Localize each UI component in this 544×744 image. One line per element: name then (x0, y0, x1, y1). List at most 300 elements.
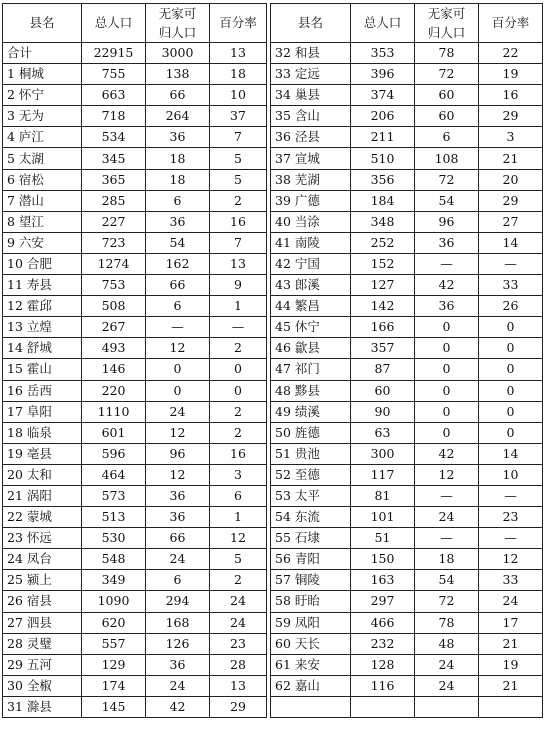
county-cell: 4 庐江 (3, 127, 82, 148)
homeless-cell: 18 (415, 549, 479, 570)
county-cell: 45 休宁 (271, 317, 351, 338)
table-row (3, 253, 543, 274)
total-cell: 396 (351, 64, 415, 85)
homeless-cell: 6 (146, 570, 210, 591)
table-row (3, 443, 543, 464)
county-cell: 7 潜山 (3, 190, 82, 211)
homeless-cell: 36 (146, 211, 210, 232)
percent-cell: 21 (479, 675, 543, 696)
percent-cell (479, 696, 543, 717)
county-cell: 57 铜陵 (271, 570, 351, 591)
total-cell: 90 (351, 401, 415, 422)
percent-cell: 0 (479, 338, 543, 359)
percent-cell: 19 (479, 64, 543, 85)
total-cell: 127 (351, 275, 415, 296)
county-cell: 12 霍邱 (3, 296, 82, 317)
homeless-cell: 42 (146, 696, 210, 717)
total-cell: 206 (351, 106, 415, 127)
total-cell: 184 (351, 190, 415, 211)
total-cell: 663 (82, 85, 146, 106)
total-cell: 718 (82, 106, 146, 127)
table-row (3, 275, 543, 296)
total-cell: 174 (82, 675, 146, 696)
county-cell: 53 太平 (271, 485, 351, 506)
percent-cell: 7 (210, 127, 267, 148)
county-cell (271, 696, 351, 717)
header-homeless-line2: 归人口 (158, 25, 197, 40)
total-cell: 252 (351, 232, 415, 253)
table-row (3, 485, 543, 506)
county-cell: 32 和县 (271, 43, 351, 64)
population-table (2, 3, 543, 718)
table-row (3, 232, 543, 253)
homeless-cell: 60 (415, 106, 479, 127)
homeless-cell: 36 (146, 507, 210, 528)
county-cell: 30 全椒 (3, 675, 82, 696)
table-row (3, 106, 543, 127)
total-cell: 232 (351, 633, 415, 654)
county-cell: 52 至德 (271, 464, 351, 485)
homeless-cell: 126 (146, 633, 210, 654)
homeless-cell: 0 (415, 317, 479, 338)
percent-cell: 2 (210, 401, 267, 422)
total-cell: 753 (82, 275, 146, 296)
homeless-cell: 0 (146, 359, 210, 380)
total-cell: 211 (351, 127, 415, 148)
county-cell: 38 芜湖 (271, 169, 351, 190)
percent-cell: 3 (479, 127, 543, 148)
percent-cell: 29 (479, 190, 543, 211)
header-homeless-line1: 无家可 (427, 6, 466, 21)
total-cell: 345 (82, 148, 146, 169)
homeless-cell: 24 (415, 507, 479, 528)
total-cell: 116 (351, 675, 415, 696)
table-row (3, 85, 543, 106)
homeless-cell: 42 (415, 275, 479, 296)
percent-cell: 0 (479, 359, 543, 380)
percent-cell: 14 (479, 232, 543, 253)
homeless-cell: 168 (146, 612, 210, 633)
county-cell: 2 怀宁 (3, 85, 82, 106)
county-cell: 18 临泉 (3, 422, 82, 443)
percent-cell: 18 (210, 64, 267, 85)
homeless-cell: 108 (415, 148, 479, 169)
total-cell: 117 (351, 464, 415, 485)
county-cell: 34 巢县 (271, 85, 351, 106)
homeless-cell: — (415, 485, 479, 506)
county-cell: 21 涡阳 (3, 485, 82, 506)
percent-cell: 0 (210, 359, 267, 380)
total-cell: 142 (351, 296, 415, 317)
homeless-cell: 6 (146, 296, 210, 317)
homeless-cell: 24 (415, 654, 479, 675)
percent-cell: 16 (210, 443, 267, 464)
homeless-cell: 78 (415, 612, 479, 633)
table-row (3, 127, 543, 148)
homeless-cell: 264 (146, 106, 210, 127)
total-cell: 513 (82, 507, 146, 528)
county-cell: 37 宣城 (271, 148, 351, 169)
county-cell: 14 舒城 (3, 338, 82, 359)
table-row (3, 570, 543, 591)
percent-cell: 26 (479, 296, 543, 317)
homeless-cell: 54 (415, 190, 479, 211)
total-cell: 353 (351, 43, 415, 64)
homeless-cell: 96 (146, 443, 210, 464)
total-cell: 601 (82, 422, 146, 443)
homeless-cell: 0 (415, 401, 479, 422)
percent-cell: — (210, 317, 267, 338)
total-cell: 129 (82, 654, 146, 675)
county-cell: 10 合肥 (3, 253, 82, 274)
homeless-cell: 36 (146, 485, 210, 506)
percent-cell: 10 (479, 464, 543, 485)
county-cell: 13 立煌 (3, 317, 82, 338)
county-cell: 11 寿县 (3, 275, 82, 296)
table-row (3, 43, 543, 64)
county-cell: 55 石埭 (271, 528, 351, 549)
header-homeless-line1: 无家可 (158, 6, 197, 21)
county-cell: 3 无为 (3, 106, 82, 127)
total-cell: 349 (82, 570, 146, 591)
table-row (3, 211, 543, 232)
percent-cell: 33 (479, 275, 543, 296)
header-homeless (146, 4, 210, 43)
table-container (2, 3, 542, 718)
county-cell: 1 桐城 (3, 64, 82, 85)
county-cell: 44 繁昌 (271, 296, 351, 317)
percent-cell: 2 (210, 570, 267, 591)
percent-cell: 0 (479, 422, 543, 443)
homeless-cell: 54 (415, 570, 479, 591)
county-cell: 19 亳县 (3, 443, 82, 464)
homeless-cell: 0 (415, 380, 479, 401)
total-cell: 300 (351, 443, 415, 464)
percent-cell: 29 (479, 106, 543, 127)
total-cell: 150 (351, 549, 415, 570)
percent-cell: 1 (210, 296, 267, 317)
county-cell: 56 青阳 (271, 549, 351, 570)
table-row (3, 380, 543, 401)
total-cell: 267 (82, 317, 146, 338)
total-cell (351, 696, 415, 717)
homeless-cell: 138 (146, 64, 210, 85)
percent-cell: 12 (210, 528, 267, 549)
homeless-cell: 72 (415, 169, 479, 190)
homeless-cell: 12 (146, 422, 210, 443)
county-cell: 41 南陵 (271, 232, 351, 253)
total-cell: 163 (351, 570, 415, 591)
total-cell: 573 (82, 485, 146, 506)
percent-cell: 24 (210, 591, 267, 612)
county-cell: 62 嘉山 (271, 675, 351, 696)
percent-cell: 3 (210, 464, 267, 485)
county-cell: 46 歙县 (271, 338, 351, 359)
total-cell: 145 (82, 696, 146, 717)
percent-cell: 21 (479, 633, 543, 654)
percent-cell: 1 (210, 507, 267, 528)
county-cell: 22 蒙城 (3, 507, 82, 528)
percent-cell: 14 (479, 443, 543, 464)
table-row (3, 190, 543, 211)
total-cell: 466 (351, 612, 415, 633)
total-cell: 152 (351, 253, 415, 274)
county-cell: 25 颍上 (3, 570, 82, 591)
homeless-cell: 66 (146, 528, 210, 549)
total-cell: 508 (82, 296, 146, 317)
county-cell: 24 凤台 (3, 549, 82, 570)
county-cell: 31 滁县 (3, 696, 82, 717)
table-row (3, 148, 543, 169)
total-cell: 510 (351, 148, 415, 169)
percent-cell: 2 (210, 422, 267, 443)
percent-cell: 10 (210, 85, 267, 106)
homeless-cell: 54 (146, 232, 210, 253)
homeless-cell: 78 (415, 43, 479, 64)
county-cell: 48 黟县 (271, 380, 351, 401)
homeless-cell: 18 (146, 169, 210, 190)
percent-cell: 27 (479, 211, 543, 232)
county-cell: 54 东流 (271, 507, 351, 528)
homeless-cell: 24 (146, 401, 210, 422)
total-cell: 348 (351, 211, 415, 232)
total-cell: 365 (82, 169, 146, 190)
percent-cell: 23 (479, 507, 543, 528)
header-county: 县名 (3, 4, 82, 43)
total-cell: 87 (351, 359, 415, 380)
table-row (3, 675, 543, 696)
homeless-cell: — (415, 528, 479, 549)
county-cell: 15 霍山 (3, 359, 82, 380)
homeless-cell: 66 (146, 85, 210, 106)
county-cell: 60 天长 (271, 633, 351, 654)
county-cell: 42 宁国 (271, 253, 351, 274)
total-cell: 723 (82, 232, 146, 253)
percent-cell: 23 (210, 633, 267, 654)
county-cell: 51 贵池 (271, 443, 351, 464)
homeless-cell: 42 (415, 443, 479, 464)
table-row (3, 633, 543, 654)
percent-cell: 13 (210, 253, 267, 274)
county-cell: 9 六安 (3, 232, 82, 253)
table-row (3, 64, 543, 85)
table-body (3, 43, 543, 718)
homeless-cell: 96 (415, 211, 479, 232)
county-cell: 5 太湖 (3, 148, 82, 169)
total-cell: 285 (82, 190, 146, 211)
table-row (3, 528, 543, 549)
county-cell: 33 定远 (271, 64, 351, 85)
table-row (3, 338, 543, 359)
total-cell: 128 (351, 654, 415, 675)
header-county: 县名 (271, 4, 351, 43)
homeless-cell: — (415, 253, 479, 274)
header-percent: 百分率 (479, 4, 543, 43)
percent-cell: 0 (479, 380, 543, 401)
county-cell: 36 泾县 (271, 127, 351, 148)
table-row (3, 422, 543, 443)
table-row (3, 401, 543, 422)
percent-cell: 19 (479, 654, 543, 675)
county-cell: 58 盱眙 (271, 591, 351, 612)
table-row (3, 612, 543, 633)
county-cell: 49 绩溪 (271, 401, 351, 422)
total-cell: 51 (351, 528, 415, 549)
percent-cell: 29 (210, 696, 267, 717)
county-cell: 20 太和 (3, 464, 82, 485)
county-cell: 29 五河 (3, 654, 82, 675)
percent-cell: 2 (210, 338, 267, 359)
total-cell: 534 (82, 127, 146, 148)
homeless-cell: 12 (146, 464, 210, 485)
total-cell: 227 (82, 211, 146, 232)
total-cell: 464 (82, 464, 146, 485)
homeless-cell: 6 (415, 127, 479, 148)
percent-cell: — (479, 485, 543, 506)
homeless-cell: 66 (146, 275, 210, 296)
homeless-cell: 0 (415, 338, 479, 359)
county-cell: 6 宿松 (3, 169, 82, 190)
total-cell: 297 (351, 591, 415, 612)
homeless-cell: 294 (146, 591, 210, 612)
county-cell: 23 怀远 (3, 528, 82, 549)
homeless-cell: 24 (146, 549, 210, 570)
county-cell: 35 含山 (271, 106, 351, 127)
total-cell: 357 (351, 338, 415, 359)
table-row (3, 591, 543, 612)
total-cell: 557 (82, 633, 146, 654)
county-cell: 17 阜阳 (3, 401, 82, 422)
total-cell: 1274 (82, 253, 146, 274)
homeless-cell: 18 (146, 148, 210, 169)
percent-cell: 13 (210, 675, 267, 696)
percent-cell: 33 (479, 570, 543, 591)
total-cell: 596 (82, 443, 146, 464)
percent-cell: 5 (210, 148, 267, 169)
total-cell: 81 (351, 485, 415, 506)
homeless-cell: 72 (415, 64, 479, 85)
total-cell: 755 (82, 64, 146, 85)
county-cell: 39 广德 (271, 190, 351, 211)
homeless-cell: 12 (415, 464, 479, 485)
total-cell: 22915 (82, 43, 146, 64)
county-cell: 16 岳西 (3, 380, 82, 401)
homeless-cell (415, 696, 479, 717)
total-cell: 374 (351, 85, 415, 106)
percent-cell: 13 (210, 43, 267, 64)
percent-cell: 5 (210, 549, 267, 570)
homeless-cell: 48 (415, 633, 479, 654)
homeless-cell: — (146, 317, 210, 338)
table-row (3, 696, 543, 717)
total-cell: 101 (351, 507, 415, 528)
county-cell: 合计 (3, 43, 82, 64)
total-cell: 220 (82, 380, 146, 401)
total-cell: 620 (82, 612, 146, 633)
homeless-cell: 0 (146, 380, 210, 401)
percent-cell: 7 (210, 232, 267, 253)
table-row (3, 654, 543, 675)
total-cell: 356 (351, 169, 415, 190)
homeless-cell: 0 (415, 422, 479, 443)
homeless-cell: 162 (146, 253, 210, 274)
homeless-cell: 6 (146, 190, 210, 211)
percent-cell: 0 (479, 401, 543, 422)
total-cell: 146 (82, 359, 146, 380)
percent-cell: 24 (210, 612, 267, 633)
homeless-cell: 36 (415, 296, 479, 317)
county-cell: 40 当涂 (271, 211, 351, 232)
percent-cell: 9 (210, 275, 267, 296)
total-cell: 166 (351, 317, 415, 338)
percent-cell: 0 (210, 380, 267, 401)
total-cell: 1090 (82, 591, 146, 612)
table-row (3, 169, 543, 190)
percent-cell: 17 (479, 612, 543, 633)
homeless-cell: 24 (415, 675, 479, 696)
county-cell: 61 来安 (271, 654, 351, 675)
percent-cell: 2 (210, 190, 267, 211)
percent-cell: — (479, 528, 543, 549)
percent-cell: 24 (479, 591, 543, 612)
table-row (3, 317, 543, 338)
total-cell: 530 (82, 528, 146, 549)
percent-cell: 6 (210, 485, 267, 506)
total-cell: 60 (351, 380, 415, 401)
county-cell: 47 祁门 (271, 359, 351, 380)
county-cell: 27 泗县 (3, 612, 82, 633)
homeless-cell: 36 (146, 654, 210, 675)
total-cell: 548 (82, 549, 146, 570)
total-cell: 493 (82, 338, 146, 359)
percent-cell: 22 (479, 43, 543, 64)
header-total: 总人口 (351, 4, 415, 43)
percent-cell: 37 (210, 106, 267, 127)
homeless-cell: 36 (415, 232, 479, 253)
county-cell: 50 旌德 (271, 422, 351, 443)
table-row (3, 359, 543, 380)
table-row (3, 507, 543, 528)
percent-cell: 21 (479, 148, 543, 169)
percent-cell: 0 (479, 317, 543, 338)
table-row (3, 549, 543, 570)
homeless-cell: 72 (415, 591, 479, 612)
percent-cell: 20 (479, 169, 543, 190)
header-homeless (415, 4, 479, 43)
header-row (3, 4, 543, 43)
homeless-cell: 3000 (146, 43, 210, 64)
homeless-cell: 12 (146, 338, 210, 359)
header-percent: 百分率 (210, 4, 267, 43)
county-cell: 43 郎溪 (271, 275, 351, 296)
total-cell: 63 (351, 422, 415, 443)
percent-cell: 16 (210, 211, 267, 232)
percent-cell: 28 (210, 654, 267, 675)
total-cell: 1110 (82, 401, 146, 422)
county-cell: 26 宿县 (3, 591, 82, 612)
homeless-cell: 36 (146, 127, 210, 148)
percent-cell: 5 (210, 169, 267, 190)
percent-cell: — (479, 253, 543, 274)
homeless-cell: 24 (146, 675, 210, 696)
table-row (3, 464, 543, 485)
county-cell: 59 凤阳 (271, 612, 351, 633)
table-row (3, 296, 543, 317)
percent-cell: 16 (479, 85, 543, 106)
county-cell: 8 望江 (3, 211, 82, 232)
homeless-cell: 0 (415, 359, 479, 380)
percent-cell: 12 (479, 549, 543, 570)
